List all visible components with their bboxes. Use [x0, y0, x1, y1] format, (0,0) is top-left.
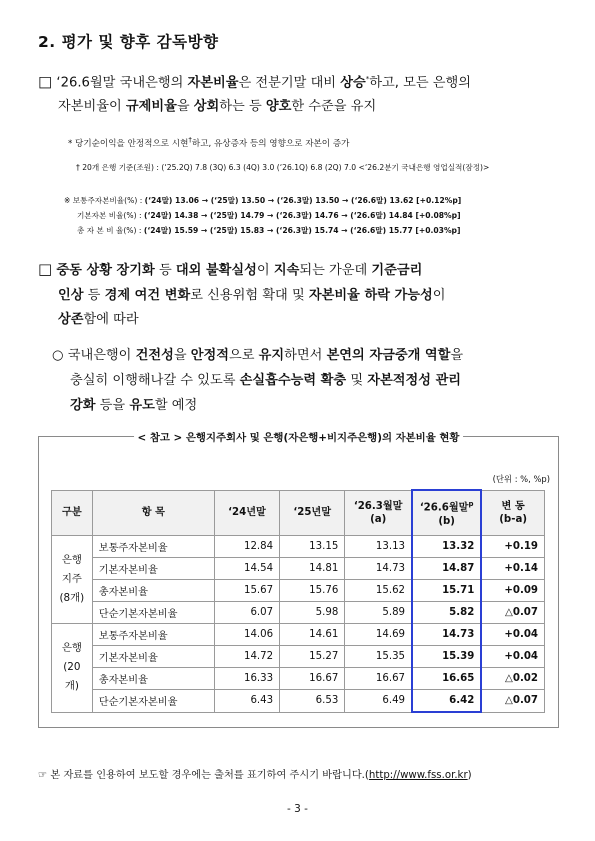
text: 이: [256, 263, 274, 278]
col-header-2024: ‘24년말: [214, 490, 279, 536]
footnote-marker: *: [365, 75, 370, 83]
text: 국내은행이: [67, 348, 136, 363]
cell: 15.27: [280, 646, 345, 668]
cell: 16.33: [214, 668, 279, 690]
table-row: [52, 536, 545, 558]
text: (8개): [59, 592, 85, 604]
text: 하고, 모든 은행의: [369, 75, 471, 91]
row-label: 총자본비율: [92, 668, 214, 690]
text: (b): [438, 515, 455, 527]
cell-highlight: 6.42: [412, 690, 481, 713]
text: (20개): [63, 661, 81, 693]
square-bullet-icon: □: [38, 72, 53, 91]
cell: 14.54: [214, 558, 279, 580]
table-row: [52, 690, 545, 713]
col-header-change: [481, 490, 544, 536]
cell-highlight: 15.71: [412, 580, 481, 602]
cell: 6.07: [214, 602, 279, 624]
text: 은 전분기말 대비: [238, 75, 341, 91]
table-row: [52, 580, 545, 602]
ratio-values: (‘24말) 14.38 → (‘25말) 14.79 → (‘26.3말) 14.76 → (‘26.6말) 14.84 [+0.08%p]: [143, 211, 461, 220]
text: 은행: [61, 642, 82, 655]
text-bold: 건전성: [135, 348, 174, 363]
paragraph-plan: [52, 343, 463, 418]
unit-label: (단위 : %, %p): [492, 474, 550, 484]
text: 할 예정: [154, 398, 198, 413]
group-label-holding: [52, 536, 93, 624]
cell: 12.84: [214, 536, 279, 558]
text-bold: 유도: [129, 398, 155, 413]
cell: 5.98: [280, 602, 345, 624]
cell-highlight: 14.87: [412, 558, 481, 580]
row-label: 기본자본비율: [92, 558, 214, 580]
text: 되는 가운데: [299, 263, 372, 278]
fss-link[interactable]: http://www.fss.or.kr: [368, 770, 468, 781]
cell: 14.61: [280, 624, 345, 646]
text: (a): [370, 513, 387, 525]
reference-title: < 참고 > 은행지주회사 및 은행(자은행+비지주은행)의 자본비율 현황: [134, 429, 464, 444]
text-bold: 안정적: [190, 348, 229, 363]
text: 로 신용위험 확대 및: [190, 287, 309, 303]
text-bold: 상승: [340, 75, 366, 91]
cell: 16.67: [345, 668, 412, 690]
ratio-summary: [64, 193, 461, 238]
col-header-2026-06: [412, 490, 481, 536]
reference-box: [38, 432, 559, 728]
text-bold: 지속: [273, 263, 300, 278]
text: ‘26.3월말: [353, 500, 403, 512]
cell-change: +0.04: [481, 646, 544, 668]
ratio-label: 총 자 본 비 율(%) :: [77, 226, 144, 235]
cell-change: +0.04: [481, 624, 544, 646]
cell-change: +0.19: [481, 536, 544, 558]
cell: 13.15: [280, 536, 345, 558]
citation-note: [38, 766, 472, 781]
cell: 14.06: [214, 624, 279, 646]
text: 등을: [95, 398, 130, 413]
text: 등: [154, 263, 176, 278]
cell-highlight: 13.32: [412, 536, 481, 558]
text-bold: 본연의 자금중개 역할: [326, 348, 451, 363]
row-label: 기본자본비율: [92, 646, 214, 668]
cell: 15.67: [214, 580, 279, 602]
text-bold: 상회: [193, 99, 220, 115]
capital-ratio-table: [51, 489, 545, 713]
provisional-marker: p: [468, 500, 474, 509]
text-bold: 양호: [265, 99, 292, 115]
cell: 15.35: [345, 646, 412, 668]
text: 을: [173, 348, 191, 363]
text-bold: 중동 상황 장기화: [56, 263, 155, 278]
text: 하면서: [284, 348, 327, 363]
cell-change: +0.09: [481, 580, 544, 602]
cell: 14.73: [345, 558, 412, 580]
cell: 15.62: [345, 580, 412, 602]
row-label: 총자본비율: [92, 580, 214, 602]
text: 함에 따라: [83, 312, 139, 327]
text: 이: [432, 287, 446, 303]
group-label-bank: [52, 624, 93, 713]
col-header-item: 항 목: [92, 490, 214, 536]
row-label: 보통주자본비율: [92, 536, 214, 558]
text: 변 동: [501, 500, 525, 512]
text-bold: 상존: [58, 312, 84, 327]
table-row: [52, 624, 545, 646]
text: * 당기순이익을 안정적으로 시현: [68, 138, 189, 149]
cell-change: +0.14: [481, 558, 544, 580]
text: 및: [346, 373, 368, 388]
text: ‘26.6월말 국내은행의: [56, 75, 188, 91]
ratio-values: (‘24말) 13.06 → (‘25말) 13.50 → (‘26.3말) 13.50 → (‘26.6말) 13.62 [+0.12%p]: [144, 196, 462, 205]
cell-highlight: 15.39: [412, 646, 481, 668]
ratio-label: 보통주자본비율(%) :: [72, 196, 145, 205]
text: 을: [450, 348, 464, 363]
text: 지주: [61, 573, 82, 585]
text: 을: [176, 99, 194, 115]
text: 등: [83, 287, 105, 303]
cell-highlight: 14.73: [412, 624, 481, 646]
cell: 6.43: [214, 690, 279, 713]
text: 하고, 유상증자 등의 영향으로 자본이 증가: [191, 138, 350, 149]
table-row: [52, 646, 545, 668]
text: ‘26.6월말: [419, 502, 469, 514]
text-bold: 유지: [258, 348, 285, 363]
text-bold: 기준금리: [371, 263, 423, 278]
text-bold: 강화: [70, 398, 96, 413]
ratio-label: 기본자본 비율(%) :: [77, 211, 144, 220]
row-label: 보통주자본비율: [92, 624, 214, 646]
text: 은행: [61, 554, 82, 566]
cell: 6.49: [345, 690, 412, 713]
cell-change: △0.07: [481, 602, 544, 624]
cell: 13.13: [345, 536, 412, 558]
text: 충실히 이행해나갈 수 있도록: [70, 373, 240, 388]
text-bold: 경제 여건 변화: [104, 287, 191, 303]
text-bold: 대외 불확실성: [175, 263, 257, 278]
text-bold: 자본적정성 관리: [367, 373, 462, 388]
table-row: [52, 558, 545, 580]
text: 자본비율이: [58, 99, 126, 115]
table-row: [52, 602, 545, 624]
text-bold: 손실흡수능력 확충: [239, 373, 347, 388]
ratio-values: (‘24말) 15.59 → (‘25말) 15.83 → (‘26.3말) 15.74 → (‘26.6말) 15.77 [+0.03%p]: [143, 226, 461, 235]
cell-highlight: 5.82: [412, 602, 481, 624]
text: ): [467, 770, 472, 781]
cell-change: △0.02: [481, 668, 544, 690]
footnote-marker: †: [188, 136, 192, 144]
col-header-group: 구분: [52, 490, 93, 536]
cell: 6.53: [280, 690, 345, 713]
cell-change: △0.07: [481, 690, 544, 713]
table-header-row: [52, 490, 545, 536]
page-number: - 3 -: [287, 803, 308, 815]
col-header-2025: ‘25년말: [280, 490, 345, 536]
row-label: 단순기본자본비율: [92, 690, 214, 713]
cell: 16.67: [280, 668, 345, 690]
cell: 14.72: [214, 646, 279, 668]
text: 한 수준을 유지: [291, 99, 377, 115]
cell: 14.69: [345, 624, 412, 646]
row-label: 단순기본자본비율: [92, 602, 214, 624]
text: 하는 등: [219, 99, 266, 115]
text: 으로: [228, 348, 259, 363]
footnote-1: [68, 134, 349, 151]
table-row: [52, 668, 545, 690]
text-bold: 규제비율: [125, 99, 177, 115]
section-title: 2. 평가 및 향후 감독방향: [38, 33, 219, 51]
cell: 5.89: [345, 602, 412, 624]
text-bold: 자본비율: [187, 75, 239, 91]
cell-highlight: 16.65: [412, 668, 481, 690]
text-bold: 인상: [58, 287, 84, 303]
text: (b-a): [499, 513, 527, 525]
reference-mark-icon: ※: [64, 196, 71, 205]
cell: 14.81: [280, 558, 345, 580]
paragraph-capital-ratio: [38, 67, 471, 119]
cell: 15.76: [280, 580, 345, 602]
text: 본 자료를 인용하여 보도할 경우에는 출처를 표기하여 주시기 바랍니다.(: [47, 770, 369, 781]
circle-bullet-icon: ○: [52, 348, 64, 363]
footnote-2: † 20개 은행 기준(조원) : (‘25.2Q) 7.8 (3Q) 6.3 (4Q) 3.0 (‘26.1Q) 6.8 (2Q) 7.0 <‘26.2분기 국내은행 영업실적(잠정)>: [76, 163, 490, 172]
pointing-hand-icon: ☞: [38, 770, 48, 781]
text-bold: 자본비율 하락 가능성: [308, 287, 433, 303]
square-bullet-icon: □: [38, 260, 53, 278]
paragraph-risk: [38, 257, 446, 333]
col-header-2026-03: [345, 490, 412, 536]
